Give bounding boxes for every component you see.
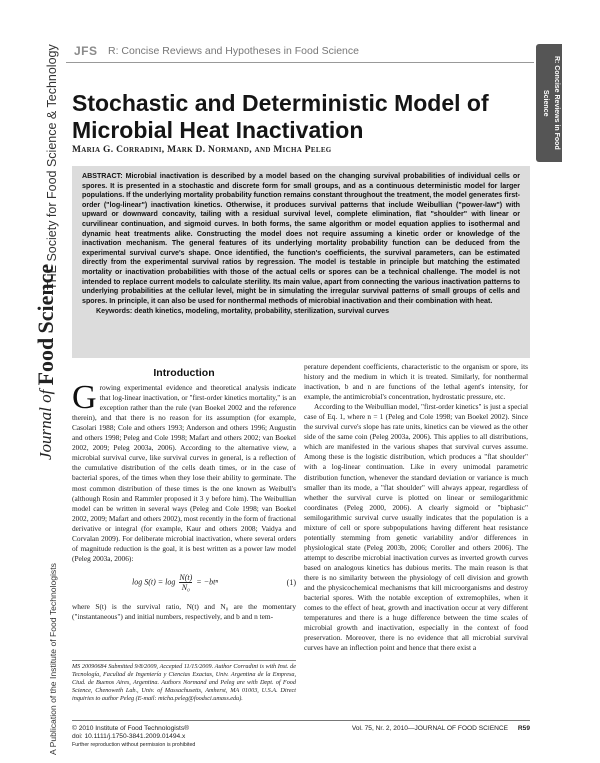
keywords-text: death kinetics, modeling, mortality, probability, sterilization, survival curves bbox=[134, 307, 390, 316]
footer-right bbox=[320, 725, 530, 732]
equation-1 bbox=[72, 568, 296, 598]
equation-lhs: log S(t) = log bbox=[132, 577, 176, 587]
intro-paragraph-text: rowing experimental evidence and theoretical analysis indicate that log-linear inactivation, or "first-order kinetics mortality," is an exception rather than the rule (van Boekel 2002 and the reference therein), and that there is no reason for its assumption (for example, Casolari 1988; Cole and others 1993; Anderson and others 1996; Augustin and others 1998; Peleg and Cole 1998; Mafart and others 2002; van Boekel 2002, 2009; Peleg 2003a, 2006). According to the alternative view, a microbial survival curve, like survival curves in general, is a reflection of the cumulative distribution of the cells death times, or in the case of bacterial spores, of the times when they lose their ability to germinate. The most common distribution of these times is the one known as Weibull's (although Rosin and Rammler proposed it 3 y before him). The Weibullian model can be written in several ways (Peleg and Cole 1998; van Boekel 2002, 2009; Mafart and others 2002), most recently in the form of fractional derivative or integral (for example, Kaur and others 2008; Vaidya and Corvalan 2009). For deliberate microbial inactivation, where several orders of magnitude reduction is the goal, it is best written as a power law model (Peleg 2003a, 2006): bbox=[72, 383, 296, 563]
jfs-mark: JFS bbox=[74, 44, 98, 58]
paragraph-weibull: According to the Weibullian model, "first-order kinetics" is just a special case of Eq. 1, where n = 1 (Peleg and Cole 1998; van Boekel 2002). Since the survival curve's slope has rate units, kinetics can be viewed as the other side of the same coin (Peleg 2003a, 2006). This applies to all distributions, which are manifested in the various shapes that survival curves assume. Among these is the logistic distribution, which produces a "flat shoulder" with a log-linear continuation. Like in every unimodal parametric distribution function, whenever the standard deviation or variance is much smaller than its mode, a "flat shoulder" will always appear, regardless of whether the survival curve is plotted on linear or semilogarithmic coordinates (Peleg 2000, 2006). A clearly sigmoid or "biphasic" semilogarithmic survival curve usually indicates that the population is a mixture of cell or spore subpopulations having different heat resistance potentially stemming from genetic variability and/or differences in physiological state (Peleg 2003b, 2006; Coroller and others 2006). The attempt to describe microbial inactivation curves as inverted growth curves based on analogous kinetics has dubious merits. The main reason is that there is no similarity between the physiology of cell division and growth and the physicochemical mechanisms that kill microorganisms and destroy bacterial spores. With the notable exception of extremophiles, when it comes to the effect of heat, growth and inactivation occur at very different temperatures and there is a huge difference between the time scales of microbial growth and inactivation, especially in the context of food preservation. Moreover, there is no evidence that all microbial survival curves have an inflection point and hence that there exist a bbox=[304, 402, 528, 653]
footer-rule bbox=[72, 720, 530, 721]
copyright: © 2010 Institute of Food Technologists® bbox=[72, 725, 189, 732]
manuscript-note: MS 20090684 Submitted 9/8/2009, Accepted 11/15/2009. Author Corradini is with Inst. de Tecnología, Facultad de Ingeniería y Ciencias Exactas, Univ. Argentina de la Empresa, Ciud. de Buenos Aires, Argentina. Authors Normand and Peleg are with Dept. of Food Science, Chenoweth Lab., Univ. of Massachusetts, Amherst, MA 01003, U.S.A. Direct inquiries to author Peleg (E-mail: micha.peleg@foodsci.umass.edu). bbox=[72, 663, 296, 702]
paragraph-continued: perature dependent coefficients, characteristic to the organism or spore, its history and the medium in which it is treated. Similarly, for nonthermal inactivation, b and n are functions of the lethal agent's intensity, for example, the antimicrobial's concentration, hydrostatic pressure, etc. bbox=[304, 362, 528, 402]
issue-info: Vol. 75, Nr. 2, 2010—JOURNAL OF FOOD SCIENCE bbox=[351, 725, 509, 732]
equation-denominator: N₀ bbox=[181, 583, 190, 593]
keywords-label: Keywords: bbox=[96, 307, 133, 316]
publication-banner: A Publication of the Institute of Food Technologists bbox=[48, 563, 58, 755]
doi: doi: 10.1111/j.1750-3841.2009.01494.x bbox=[72, 733, 186, 741]
article-title: Stochastic and Deterministic Model of Microbial Heat Inactivation bbox=[72, 90, 489, 143]
article-authors: Maria G. Corradini, Mark D. Normand, and Micha Peleg bbox=[72, 145, 332, 155]
reproduction-notice: Further reproduction without permission is prohibited bbox=[72, 742, 196, 749]
paragraph bbox=[72, 379, 296, 564]
header-rule bbox=[66, 62, 534, 63]
keywords-line bbox=[82, 307, 520, 317]
drop-cap: G bbox=[72, 379, 97, 417]
logo-journal-of: Journal of bbox=[36, 389, 55, 460]
section-label: R: Concise Reviews and Hypotheses in Food Science bbox=[108, 45, 359, 57]
footer-left bbox=[72, 725, 195, 750]
society-banner: THE Society for Food Science & Technology bbox=[45, 44, 59, 290]
equation-fraction bbox=[179, 573, 192, 592]
footnote-rule bbox=[72, 660, 296, 661]
introduction-heading: Introduction bbox=[153, 367, 215, 379]
equation-body bbox=[132, 573, 218, 592]
abstract-box bbox=[72, 166, 530, 358]
logo-science: Science bbox=[33, 263, 58, 334]
abstract-label: ABSTRACT: bbox=[82, 172, 123, 180]
equation-numerator: N(t) bbox=[179, 573, 193, 583]
logo-food: Food bbox=[33, 337, 58, 386]
journal-logo bbox=[33, 263, 70, 460]
equation-rhs: = −btⁿ bbox=[196, 577, 218, 587]
abstract-text: Microbial inactivation is described by a model based on the changing survival probabilities of individual cells or spores. It is presented in a stochastic and discrete form for small groups, and as a continuous deterministic model for larger populations. If the underlying mortality probability function remains constant throughout the treatment, the model generates first-order ("log-linear") inactivation kinetics. Otherwise, it produces survival patterns that include Weibullian ("power-law") with upward or downward concavity, tailing with a residual survival level, complete elimination, flat "shoulder" with linear or curvilinear continuation, and sigmoid curves. In both forms, the same algorithm or model equation applies to isothermal and dynamic heat treatments alike. Constructing the model does not require assuming a kinetic order or knowledge of the inactivation mechanism. The general features of its underlying mortality probability function can be deduced from the experimental survival curve's shape. Once identified, the function's coefficients, the survival parameters, can be estimated directly from the experimental survival ratios by regression. The model is testable in principle but matching the estimated mortality or inactivation probabilities with those of the actual cells or spores can be a technical challenge. The model is not intended to replace current models to calculate sterility. Its main value, apart from connecting the various inactivation patterns to underlying probabilities at the cellular level, might be in simulating the irregular survival patterns of small groups of cells and spores. In principle, it can also be used for nonthermal methods of microbial inactivation and their combination with heat. bbox=[82, 172, 520, 305]
left-column bbox=[72, 368, 296, 622]
section-tab-label: R: Concise Reviews in Food Science bbox=[542, 56, 560, 150]
page-number: R59 bbox=[517, 725, 530, 732]
right-column bbox=[304, 362, 528, 653]
equation-number: (1) bbox=[286, 577, 296, 587]
paragraph-where: where S(t) is the survival ratio, N(t) and N₀ are the momentary ("instantaneous") and initial numbers, respectively, and b and n tem- bbox=[72, 601, 296, 621]
